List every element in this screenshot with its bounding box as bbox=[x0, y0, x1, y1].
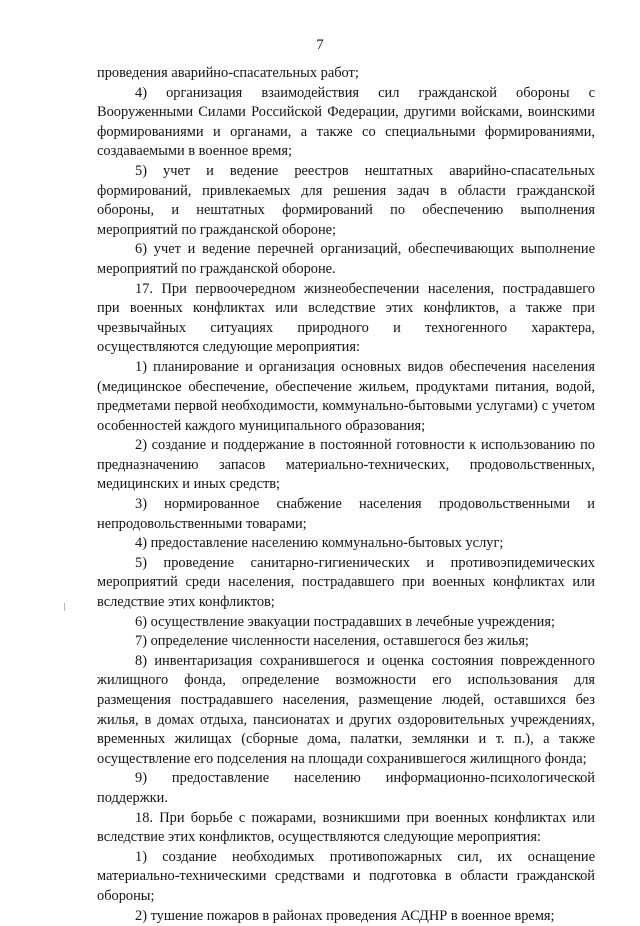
paragraph-item-5: 5) учет и ведение реестров нештатных аварийно-спасательных формирований, привлекаемых для решения задач в области гражданской обороны, и нештатных формирований по обеспечению выполнения мероприятий по гражданской обороне; bbox=[97, 162, 595, 238]
paragraph-section-17: 17. При первоочередном жизнеобеспечении населения, пострадавшего при военных конфликтах или вследствие этих конфликтов, а также при чрезвычайных ситуациях природного и техногенного характера, осуществляются следующие мероприятия: bbox=[97, 280, 595, 356]
paragraph-item-1b: 1) создание необходимых противопожарных сил, их оснащение материально-техническими средствами и подготовка в области гражданской обороны; bbox=[97, 848, 595, 904]
scan-artifact-mark bbox=[64, 603, 65, 611]
paragraph-continuation: проведения аварийно-спасательных работ; bbox=[97, 65, 359, 81]
paragraph-item-2: 2) создание и поддержание в постоянной готовности к использованию по предназначению запасов материально-технических, продовольственных, медицинских и иных средств; bbox=[97, 437, 595, 493]
paragraph-item-6: 6) учет и ведение перечней организаций, обеспечивающих выполнение мероприятий по гражданской обороне. bbox=[97, 241, 595, 277]
paragraph-item-3: 3) нормированное снабжение населения продовольственными и непродовольственными товарами; bbox=[97, 496, 595, 532]
paragraph-item-8: 8) инвентаризация сохранившегося и оценка состояния поврежденного жилищного фонда, определение возможности его использования для размещения пострадавшего населения, размещение людей, оставшихся без жилья, в домах отдыха, пансионатах и других оздоровительных учреждениях, временных жилищах (сборные дома, палатки, землянки и т. п.), а также осуществление его подселения на площади сохранившегося жилищного фонда; bbox=[97, 652, 595, 767]
paragraph-item-6b: 6) осуществление эвакуации пострадавших в лечебные учреждения; bbox=[135, 613, 556, 630]
page-number: 7 bbox=[316, 37, 324, 53]
paragraph-section-18: 18. При борьбе с пожарами, возникшими при военных конфликтах или вследствие этих конфликтов, осуществляются следующие мероприятия: bbox=[97, 809, 595, 846]
paragraph-item-9: 9) предоставление населению информационно-психологической поддержки. bbox=[97, 770, 595, 806]
paragraph-item-7: 7) определение численности населения, оставшегося без жилья; bbox=[135, 633, 529, 650]
paragraph-item-2b: 2) тушение пожаров в районах проведения АСДНР в военное время; bbox=[135, 907, 555, 924]
paragraph-item-5b: 5) проведение санитарно-гигиенических и противоэпидемических мероприятий среди населения, пострадавшего при военных конфликтах или вследствие этих конфликтов; bbox=[97, 554, 595, 611]
document-body bbox=[97, 64, 595, 926]
paragraph-item-1: 1) планирование и организация основных видов обеспечения населения (медицинское обеспечение, обеспечение жильем, продуктами питания, водой, предметами первой необходимости, коммунально-бытовыми услугами) с учетом особенностей каждого муниципального образования; bbox=[97, 358, 595, 434]
paragraph-item-4b: 4) предоставление населению коммунально-бытовых услуг; bbox=[135, 535, 504, 552]
paragraph-item-4: 4) организация взаимодействия сил гражданской обороны с Вооруженными Силами Российской Федерации, другими войсками, воинскими формированиями и органами, а также со специальными формированиями, создаваемыми в военное время; bbox=[97, 84, 595, 160]
